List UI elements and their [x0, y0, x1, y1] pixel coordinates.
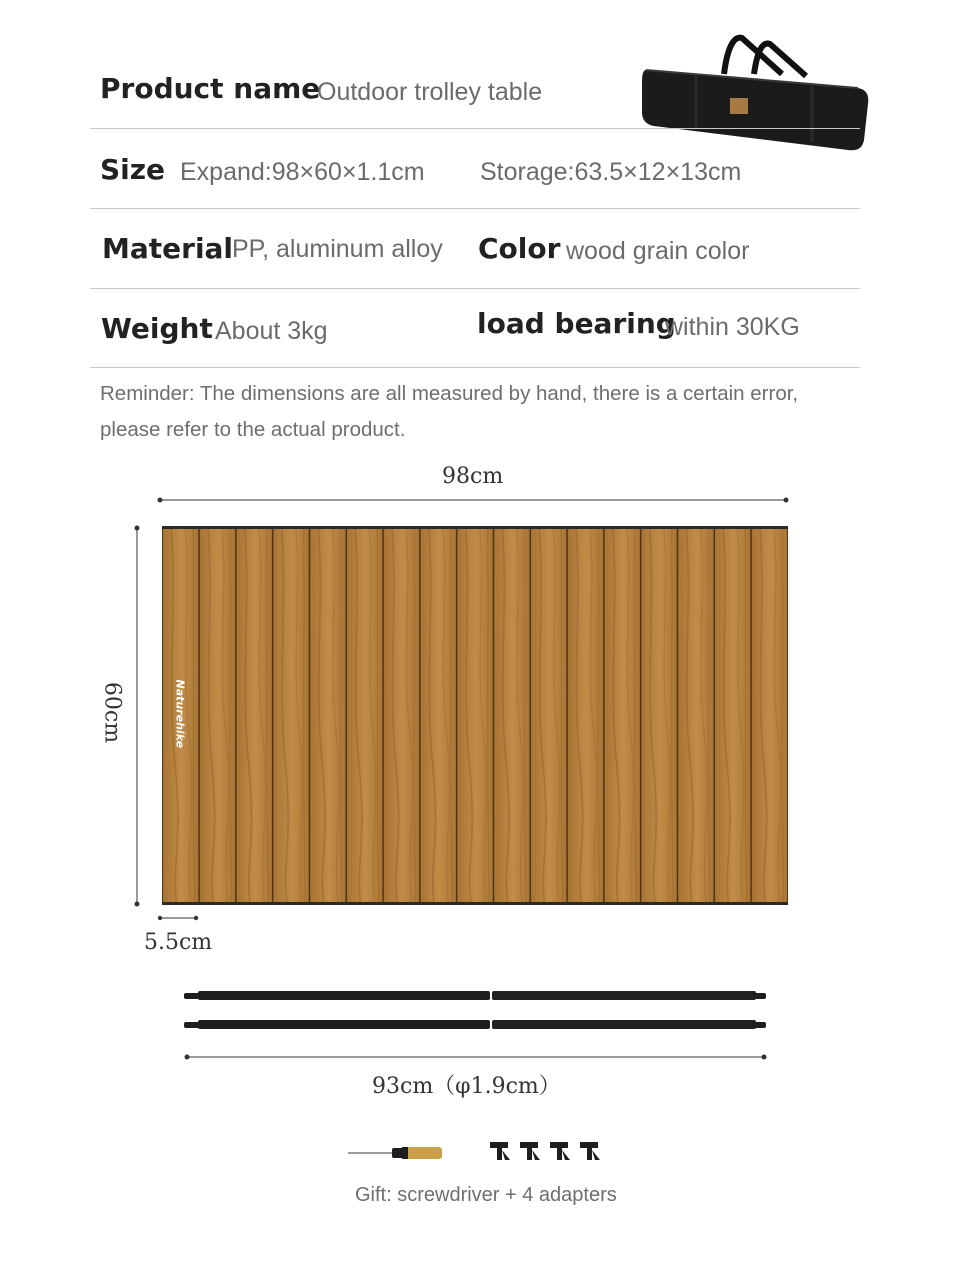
size-expand-value: Expand:98×60×1.1cm — [180, 158, 425, 186]
size-label: Size — [100, 153, 166, 186]
load-bearing-value: within 30KG — [665, 313, 800, 341]
height-dimension-label: 60cm — [99, 681, 125, 744]
brand-logo-text: Naturehike — [173, 679, 187, 749]
width-dimension-line — [150, 490, 800, 510]
material-label: Material — [102, 232, 234, 265]
divider — [90, 128, 860, 129]
gift-caption: Gift: screwdriver + 4 adapters — [355, 1184, 617, 1206]
width-dimension-label: 98cm — [442, 464, 504, 489]
adapter-icons — [488, 1138, 608, 1164]
height-dimension-line — [127, 520, 147, 912]
divider — [90, 288, 860, 289]
divider — [90, 367, 860, 368]
reminder-line-1: Reminder: The dimensions are all measured by hand, there is a certain error, — [100, 382, 799, 405]
product-name-label: Product name — [100, 72, 321, 105]
reminder-note — [100, 376, 880, 448]
storage-bag-image — [636, 30, 876, 160]
slat-dimension-line — [154, 910, 204, 926]
divider — [90, 208, 860, 209]
weight-label: Weight — [101, 312, 213, 345]
reminder-line-2: please refer to the actual product. — [100, 418, 406, 441]
table-top-image — [160, 524, 790, 908]
color-label: Color — [478, 232, 561, 265]
weight-value: About 3kg — [215, 317, 328, 345]
material-value: PP, aluminum alloy — [232, 235, 443, 263]
load-bearing-label: load bearing — [477, 307, 676, 340]
support-poles-image — [180, 986, 780, 1036]
product-name-value: Outdoor trolley table — [317, 78, 543, 106]
pole-dimension-line — [178, 1048, 774, 1066]
screwdriver-icon — [344, 1142, 444, 1164]
pole-dimension-label: 93cm（φ1.9cm） — [372, 1074, 561, 1099]
slat-dimension-label: 5.5cm — [144, 930, 213, 955]
color-value: wood grain color — [566, 237, 750, 265]
size-storage-value: Storage:63.5×12×13cm — [480, 158, 742, 186]
